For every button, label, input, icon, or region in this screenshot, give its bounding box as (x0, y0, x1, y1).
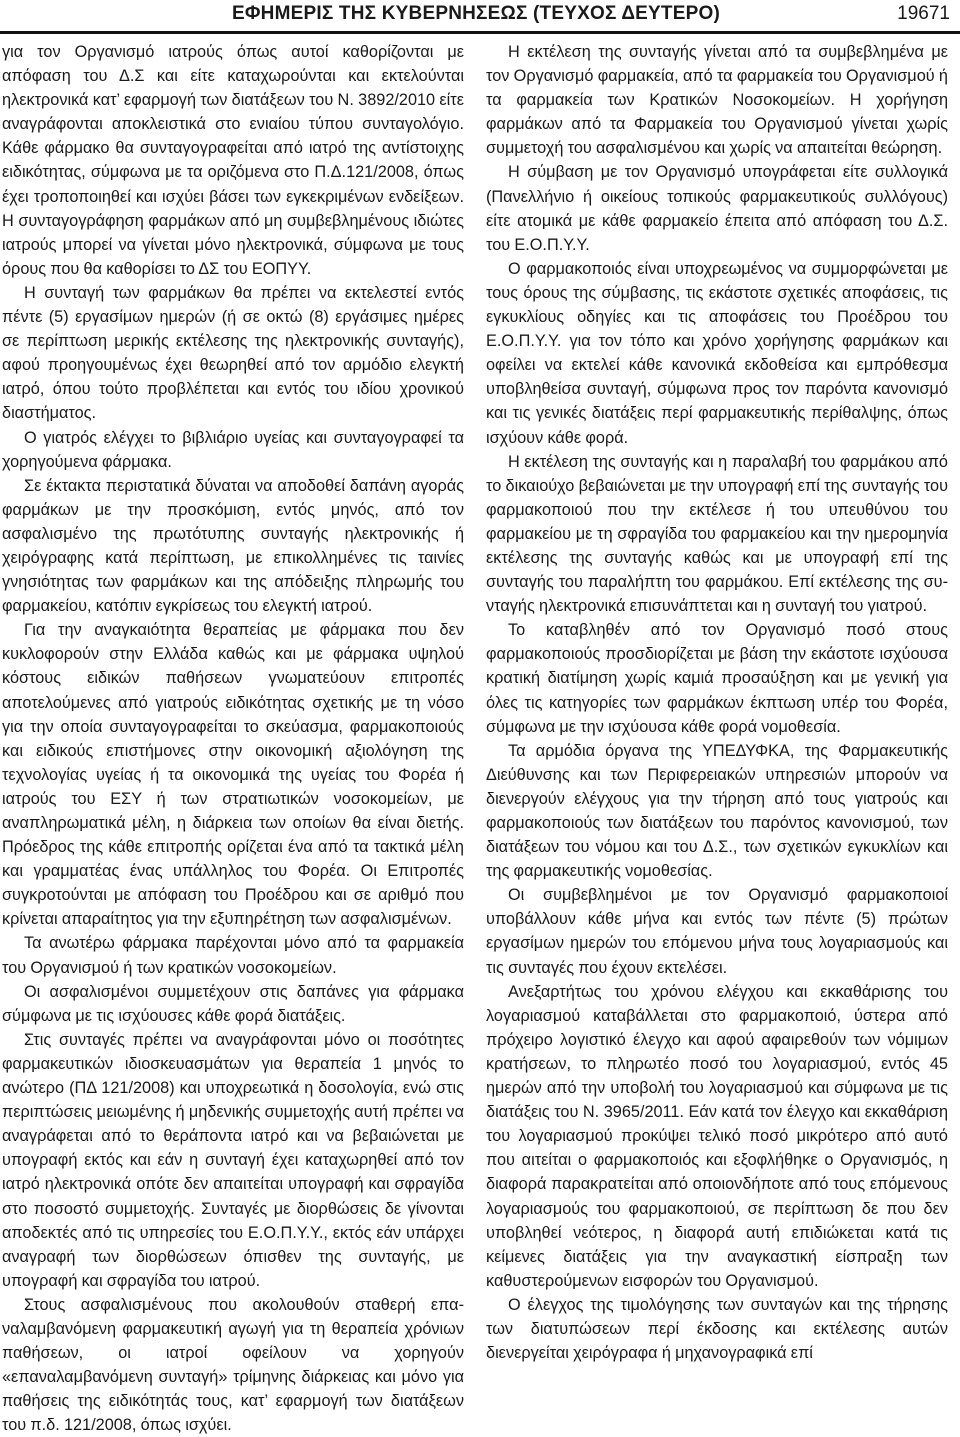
paragraph: Τα αρμόδια όργανα της ΥΠΕΔΥΦΚΑ, της Φαρμακευτικής Διεύθυνσης και των Περιφερειακών υπηρεσιών μπορούν να διενεργούν ελέγχους για την τήρηση από τους γιατρούς και φαρμακοποιούς των διατάξεων του παρόντος κανονισμού, των διατάξεων του νόμου και του Δ.Σ., των σχετικών εγκυκλίων και της φαρμακευτικής νομοθεσίας. (486, 741, 948, 881)
page-number: 19671 (897, 3, 950, 24)
paragraph: Η εκτέλεση της συνταγής και η παραλαβή του φαρμάκου από το δικαιούχο βεβαιώνεται με την υπογραφή επί της συνταγής του φαρμακοποιού που την εκτέλεσε ή του υπευθύνου του φαρμακείου με τη σφραγίδα του φαρμακείου και την ημερομηνία εκτέλεσης της συνταγής καθώς και με υπογραφή επί της συνταγής του παραλήπτη του φαρμάκου. Επί εκτέλεσης της συνταγής ηλεκτρονικά επισυνάπτεται και η συνταγή του γιατρού. (486, 452, 948, 616)
paragraph: Η συνταγή των φαρμάκων θα πρέπει να εκτελεστεί εντός πέντε (5) εργασίμων ημερών (ή σε οκτώ (8) εργάσιμες ημέρες σε περίπτωση μερικής εκτέλεσης της ηλεκτρονικής συνταγής), αφού προηγουμένως έχει θεωρηθεί από τον αρμόδιο ελεγκτή ιατρό, όπου τούτο προβλέπεται και εντός του ιδίου χρονικού διαστήματος. (2, 283, 464, 423)
paragraph: Ανεξαρτήτως του χρόνου ελέγχου και εκκαθάρισης του λογαριασμού καταβάλλεται στο φαρμακοποιό, ύστερα από πρόχειρο λογιστικό έλεγχο και αφού αφαιρεθούν των νόμιμων κρατήσεων, το πληρωτέο ποσό του λογαριασμού, εντός 45 ημερών από την υποβολή του λογαριασμού και σύμφωνα με τις διατάξεις του Ν. 3965/2011. Εάν κατά τον έλεγχο και εκκαθάριση του λογαριασμού προκύψει τελικό ποσό μικρότερο από αυτό που αιτείται ο φαρμακοποιός και εξοφλήθηκε ο Οργανισμός, η διαφορά παρακρατείται από οποιονδήποτε από τους επόμενους λογαριασμούς του φαρμακοποιού, σε περίπτωση δε που δεν υποβληθεί νεότερος, η διαφορά αυτή επιδιώκεται κατά τις κείμενες διατάξεις για την αναγκαστική είσπραξη των καθυστερούμενων εισφορών του Οργανισμού. (486, 982, 948, 1290)
left-column (2, 40, 464, 1435)
paragraph: Η σύμβαση με τον Οργανισμό υπογράφεται είτε συλλογικά (Πανελλήνιο ή οικείους τοπικούς φαρμακευτικούς συλλόγους) είτε ατομικά με κάθε φαρμακείο έπειτα από απόφαση του Δ.Σ. του Ε.Ο.Π.Υ.Υ. (486, 163, 948, 254)
paragraph: Οι συμβεβλημένοι με τον Οργανισμό φαρμακοποιοί υποβάλλουν κάθε μήνα και εντός των πέντε (5) πρώτων εργασίμων ημερών του επόμενου μήνα τους λογαριασμούς και τις συνταγές που έχουν εκτελέσει. (486, 886, 948, 977)
paragraph: Ο έλεγχος της τιμολόγησης των συνταγών και της τήρησης των διατυπώσεων περί έκδοσης και εκτέλεσης αυτών διενεργείται χειρόγραφα ή μηχανογραφικά επί (486, 1295, 948, 1363)
paragraph: Στις συνταγές πρέπει να αναγράφονται μόνο οι ποσότητες φαρμακευτικών ιδιοσκευασμάτων για θεραπεία 1 μηνός το ανώτερο (ΠΔ 121/2008) και υποχρεωτικά η δοσολογία, ενώ στις περιπτώσεις μειωμένης ή μηδενικής συμμετοχής αυτή πρέπει να αναγράφεται από το θεράποντα ιατρό και να βεβαιώνεται με υπογραφή εκτός και εάν η συνταγή έχει καταχωρηθεί από τον ιατρό ηλεκτρονικά οπότε δεν απαιτείται υπογραφή και σφραγίδα στο ποσοστό συμμετοχής. Συνταγές με διορθώσεις δε γίνονται αποδεκτές από τις υπηρεσίες του Ε.Ο.Π.Υ.Υ., εκτός εάν υπάρχει αναγραφή των διορθώσεων όπισθεν της συνταγής, με υπογραφή και σφραγίδα του ιατρού. (2, 1030, 464, 1290)
right-column (486, 40, 948, 1424)
header-divider (0, 31, 960, 34)
paragraph: Οι ασφαλισμένοι συμμετέχουν στις δαπάνες για φάρμακα σύμφωνα με τις ισχύουσες κάθε φορά διατάξεις. (2, 982, 464, 1025)
paragraph: Στους ασφαλισμένους που ακολουθούν σταθερή επαναλαμβανόμενη φαρμακευτική αγωγή για τη θεραπεία χρόνιων παθήσεων, οι ιατροί οφείλουν να χορηγούν «επαναλαμβανόμενη συνταγή» τρίμηνης διάρκειας και μόνο για παθήσεις της ειδικότητάς τους, κατ’ εφαρμογή των διατάξεων του π.δ. 121/2008, όπως ισχύει. (2, 1295, 464, 1435)
paragraph: Ο γιατρός ελέγχει το βιβλιάριο υγείας και συνταγογραφεί τα χορηγούμενα φάρμακα. (2, 428, 464, 471)
paragraph: για τον Οργανισμό ιατρούς όπως αυτοί καθορίζονται με απόφαση του Δ.Σ και είτε καταχωρούνται και εκτελούνται ηλεκτρονικά κατ’ εφαρμογή των διατάξεων του Ν. 3892/2010 είτε αναγράφονται αποκλειστικά στο ενιαίου τύπου συνταγολόγιο. Κάθε φάρμακο θα συνταγογραφείται από ιατρό της αντίστοιχης ειδικότητας, σύμφωνα με τα οριζόμενα στο Π.Δ.121/2008, όπως έχει τροποποιηθεί και ισχύει βάσει των εγκεκριμένων ενδείξεων. Η συνταγογράφηση φαρμάκων από μη συμβεβλημένους ιδιώτες ιατρούς μπορεί να γίνεται μόνο ηλεκτρονικά, σύμφωνα με τους όρους που θα καθορίσει το ΔΣ του ΕΟΠΥΥ. (2, 43, 464, 278)
paragraph: Τα ανωτέρω φάρμακα παρέχονται μόνο από τα φαρμακεία του Οργανισμού ή των κρατικών νοσοκομείων. (2, 934, 464, 977)
paragraph: Σε έκτακτα περιστατικά δύναται να αποδοθεί δαπάνη αγοράς φαρμάκων με την προσκόμιση, εντός μηνός, από τον ασφαλισμένο της πρωτότυπης συνταγής ηλεκτρονικής ή χειρόγραφης κατά περίπτωση, με επικολλημένες τις ταινίες γνησιότητας των φαρμάκων και της απόδειξης πληρωμής του φαρμακείου, κατόπιν εγκρίσεως του ελεγκτή ιατρού. (2, 476, 464, 616)
paragraph: Η εκτέλεση της συνταγής γίνεται από τα συμβεβλημένα με τον Οργανισμό φαρμακεία, από τα φαρμακεία του Οργανισμού ή τα φαρμακεία των Κρατικών Νοσοκομείων. Η χορήγηση φαρμάκων από τα Φαρμακεία του Οργανισμού γίνεται χωρίς συμμετοχή του ασφαλισμένου και χωρίς να απαιτείται θεώρηση. (486, 43, 948, 158)
paragraph: Το καταβληθέν από τον Οργανισμό ποσό στους φαρμακοποιούς προσδιορίζεται με βάση την εκάστοτε ισχύουσα κρατική διατίμηση χωρίς καμιά προσαύξηση και με γενική για όλες τις κατηγορίες των φαρμάκων έκπτωση υπέρ του Φορέα, σύμφωνα με την ισχύουσα κάθε φορά νομοθεσία. (486, 621, 948, 736)
paragraph: Για την αναγκαιότητα θεραπείας με φάρμακα που δεν κυκλοφορούν στην Ελλάδα καθώς και με φάρμακα υψηλού κόστους ειδικών παθήσεων γνωματεύουν επιτροπές αποτελούμενες από γιατρούς ειδικότητας σχετικής με τη νόσο για την οποία συνταγογραφείται το σκεύασμα, φαρμακοποιούς και ειδικούς επιστήμονες στην οικονομική αξιολόγηση της τεχνολογίας υγείας ή τα οικονομικά της υγείας του Φορέα ή ιατρούς του ΕΣΥ ή των στρατιωτικών νοσοκομείων, με αναπληρωματικά μέλη, η διάρκεια των οποίων θα είναι διετής. Πρόεδρος της κάθε επιτροπής ορίζεται ένα από τα τακτικά μέλη και γραμματέας ένας υπάλληλος του Φορέα. Οι Επιτροπές συγκροτούνται με απόφαση του Προέδρου και σε αριθμό που κρίνεται απαραίτητος για την εξυπηρέτηση των ασφαλισμένων. (2, 621, 464, 929)
page-header (0, 0, 960, 34)
paragraph: Ο φαρμακοποιός είναι υποχρεωμένος να συμμορφώνεται με τους όρους της σύμβασης, τις εκάστοτε σχετικές αποφάσεις, τις εγκυκλίους οδηγίες και τις αποφάσεις του Προέδρου του Ε.Ο.Π.Υ.Υ. για τον τόπο και χρόνο χορήγησης φαρμάκων και οφείλει να εκτελεί κάθε κανονικά εκδοθείσα και εμπρόθεσμα υποβληθείσα συνταγή, σύμφωνα προς τον παρόντα κανονισμό και τις γενικές διατάξεις περί φαρμακευτικής περίθαλψης, όπως ισχύουν κάθε φορά. (486, 259, 948, 447)
gazette-title: ΕΦΗΜΕΡΙΣ ΤΗΣ ΚΥΒΕΡΝΗΣΕΩΣ (ΤΕΥΧΟΣ ΔΕΥΤΕΡΟ) (232, 3, 720, 24)
